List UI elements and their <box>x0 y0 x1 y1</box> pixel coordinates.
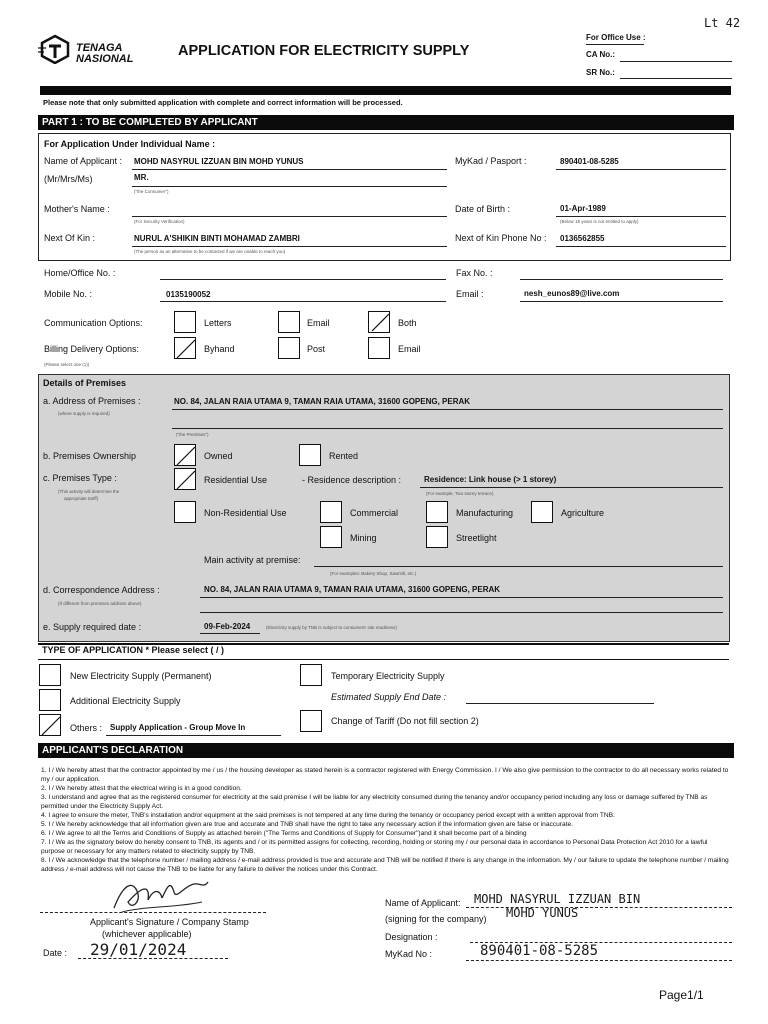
sig-name-label: Name of Applicant: <box>385 898 461 908</box>
correspondence-label: d. Correspondence Address : <box>43 585 160 595</box>
signature-sub: (whichever applicable) <box>102 929 192 939</box>
form-title: APPLICATION FOR ELECTRICITY SUPPLY <box>178 43 470 59</box>
non-residential-label: Non-Residential Use <box>204 508 287 518</box>
checkmark-icon <box>175 445 197 467</box>
type-label: c. Premises Type : <box>43 473 117 483</box>
residential-checkbox[interactable] <box>174 468 196 490</box>
consumer-note: ("the Consumer") <box>134 189 169 194</box>
home-office-field[interactable] <box>160 279 446 280</box>
email-label: Email : <box>456 289 484 299</box>
next-of-kin-value[interactable]: NURUL A'SHIKIN BINTI MOHAMAD ZAMBRI <box>134 234 300 243</box>
page-label: Page1/1 <box>659 988 704 1002</box>
communication-label: Communication Options: <box>44 318 143 328</box>
comm-email-checkbox[interactable] <box>278 311 300 333</box>
comm-letters-label: Letters <box>204 318 232 328</box>
main-activity-label: Main activity at premise: <box>204 555 301 565</box>
main-activity-field[interactable] <box>314 566 723 567</box>
fax-field[interactable] <box>520 279 723 280</box>
comm-letters-checkbox[interactable] <box>174 311 196 333</box>
temp-supply-label: Temporary Electricity Supply <box>331 671 445 681</box>
mykad-label: MyKad / Pasport : <box>455 156 527 166</box>
non-residential-checkbox[interactable] <box>174 501 196 523</box>
notice-text: Please note that only submitted application with complete and correct information will be processed. <box>43 98 403 107</box>
rented-label: Rented <box>329 451 359 461</box>
date-value[interactable]: 29/01/2024 <box>90 940 187 959</box>
agriculture-checkbox[interactable] <box>531 501 553 523</box>
email-value[interactable]: nesh_eunos89@live.com <box>524 289 620 298</box>
mykad-value[interactable]: 890401-08-5285 <box>560 157 619 166</box>
ca-no-label: CA No.: <box>586 50 616 59</box>
fax-label: Fax No. : <box>456 268 493 278</box>
date-label: Date : <box>43 948 68 958</box>
declaration-item-2: 2. I / We hereby attest that the electrical wiring is in a good condition. <box>41 785 242 792</box>
streetlight-label: Streetlight <box>456 533 497 543</box>
est-end-label: Estimated Supply End Date : <box>331 692 447 702</box>
logo-line1: TENAGA <box>76 42 123 54</box>
kin-phone-label: Next of Kin Phone No : <box>455 233 547 243</box>
declaration-header: APPLICANT'S DECLARATION <box>38 743 734 758</box>
address-value[interactable]: NO. 84, JALAN RAIA UTAMA 9, TAMAN RAIA UTAMA, 31600 GOPENG, PERAK <box>174 397 471 406</box>
kin-note: (The person as an alternative to be contacted if we are unable to reach you) <box>134 249 286 254</box>
agriculture-label: Agriculture <box>561 508 605 518</box>
supply-date-value[interactable]: 09-Feb-2024 <box>204 622 251 631</box>
applicant-name-value[interactable]: MOHD NASYRUL IZZUAN BIN MOHD YUNUS <box>134 157 304 166</box>
comm-both-checkbox[interactable] <box>368 311 390 333</box>
handwritten-ref: Lt 42 <box>704 16 741 30</box>
sig-mykad-value[interactable]: 890401-08-5285 <box>480 943 599 959</box>
kin-phone-value[interactable]: 0136562855 <box>560 234 605 243</box>
residential-label: Residential Use <box>204 475 268 485</box>
part1-header: PART 1 : TO BE COMPLETED BY APPLICANT <box>38 115 734 130</box>
premises-note: ("the Premises") <box>176 432 209 437</box>
billing-email-checkbox[interactable] <box>368 337 390 359</box>
type-note-2: appropriate tariff) <box>64 496 99 501</box>
billing-post-label: Post <box>307 344 326 354</box>
comm-email-label: Email <box>307 318 330 328</box>
new-supply-checkbox[interactable] <box>39 664 61 686</box>
additional-supply-checkbox[interactable] <box>39 689 61 711</box>
declaration-item-4: 4. I agree to ensure the meter, TNB's installation and/or equipment at the said premises is not tempered at any time during the tenancy or occupancy period except with a written approval from TNB. <box>41 812 615 819</box>
manufacturing-label: Manufacturing <box>456 508 514 518</box>
signature-label: Applicant's Signature / Company Stamp <box>90 917 249 927</box>
additional-supply-label: Additional Electricity Supply <box>70 696 181 706</box>
commercial-checkbox[interactable] <box>320 501 342 523</box>
declaration-item-5: 5. I / We hereby acknowledge that all information given are true and accurate and TNB shall have the right to take any necessary action if the information given are false or inaccurate. <box>41 821 573 828</box>
others-label: Others : <box>70 723 103 733</box>
dob-value[interactable]: 01-Apr-1989 <box>560 204 606 213</box>
ownership-label: b. Premises Ownership <box>43 451 137 461</box>
billing-byhand-label: Byhand <box>204 344 235 354</box>
application-type-header: TYPE OF APPLICATION * Please select ( / ) <box>42 645 225 655</box>
mining-label: Mining <box>350 533 377 543</box>
commercial-label: Commercial <box>350 508 399 518</box>
sig-name-value-2[interactable]: MOHD YUNUS <box>506 906 579 920</box>
type-note-1: (This activity will determine the <box>58 489 120 494</box>
res-desc-label: - Residence description : <box>302 475 402 485</box>
company-label: (signing for the company) <box>385 914 487 924</box>
title-value[interactable]: MR. <box>134 173 149 182</box>
mother-name-label: Mother's Name : <box>44 204 110 214</box>
sig-name-value-1[interactable]: MOHD NASYRUL IZZUAN BIN <box>474 892 641 906</box>
billing-label: Billing Delivery Options: <box>44 344 140 354</box>
top-rule <box>40 86 731 95</box>
manufacturing-checkbox[interactable] <box>426 501 448 523</box>
address-label: a. Address of Premises : <box>43 396 141 406</box>
owned-label: Owned <box>204 451 233 461</box>
billing-byhand-checkbox[interactable] <box>174 337 196 359</box>
mobile-value[interactable]: 0135190052 <box>166 290 211 299</box>
dob-label: Date of Birth : <box>455 204 511 214</box>
billing-post-checkbox[interactable] <box>278 337 300 359</box>
office-use-title: For Office Use : <box>586 33 646 42</box>
est-end-field[interactable] <box>466 703 654 704</box>
applicant-name-label: Name of Applicant : <box>44 156 123 166</box>
others-checkbox[interactable] <box>39 714 61 736</box>
owned-checkbox[interactable] <box>174 444 196 466</box>
dob-note: (Below 18 years is not entitled to apply) <box>560 219 639 224</box>
res-desc-value[interactable]: Residence: Link house (> 1 storey) <box>424 475 557 484</box>
ca-no-field[interactable] <box>620 61 732 62</box>
checkmark-icon <box>40 715 62 737</box>
declaration-item-8: 8. I / We acknowledge that the telephone number / mailing address / e-mail address provided is true and accurate and TNB will be notified if there is any change in the information. My / our failure to update the telephone number / mailing address / e-mail address will not cause the TNB to be liable for any failure to deliver the notices under this Contract. <box>41 857 729 873</box>
supply-date-label: e. Supply required date : <box>43 622 142 632</box>
others-value[interactable]: Supply Application - Group Move In <box>110 723 246 732</box>
designation-label: Designation : <box>385 932 438 942</box>
individual-subheader: For Application Under Individual Name : <box>44 139 216 149</box>
sr-no-label: SR No.: <box>586 68 615 77</box>
billing-email-label: Email <box>398 344 421 354</box>
sr-no-field[interactable] <box>620 78 732 79</box>
security-note: (For Security Verification) <box>134 219 185 224</box>
next-of-kin-label: Next Of Kin : <box>44 233 96 243</box>
checkmark-icon <box>175 469 197 491</box>
correspondence-note: (If different from premises address above) <box>58 601 142 606</box>
home-office-label: Home/Office No. : <box>44 268 116 278</box>
billing-note: (Please select one (1)) <box>44 362 90 367</box>
mobile-label: Mobile No. : <box>44 289 93 299</box>
checkmark-icon <box>175 338 197 360</box>
streetlight-checkbox[interactable] <box>426 526 448 548</box>
new-supply-label: New Electricity Supply (Permanent) <box>70 671 212 681</box>
declaration-item-6: 6. I / We agree to all the Terms and Conditions of Supply as attached herein ("The Terms and Conditions of Supply for Consumer")and it shall become part of a binding <box>41 830 527 837</box>
premises-header: Details of Premises <box>43 378 127 388</box>
sig-mykad-label: MyKad No : <box>385 949 433 959</box>
res-desc-note: (For example, Two storey terrace) <box>426 491 494 496</box>
comm-both-label: Both <box>398 318 417 328</box>
correspondence-value[interactable]: NO. 84, JALAN RAIA UTAMA 9, TAMAN RAIA UTAMA, 31600 GOPENG, PERAK <box>204 585 501 594</box>
address-note: (where supply is required) <box>58 411 110 416</box>
main-activity-note: (For examples: Bakery Shop, Sawmill, etc.) <box>330 571 417 576</box>
supply-date-note: (Electricity supply by TNB is subject to consumers' site readiness) <box>266 625 397 630</box>
declaration-item-7: 7. I / We as the signatory below do hereby consent to TNB, its agents and / or its permitted assigns for collecting, recording, holding or storing my / our personal data in accordance to Personal Data Protection Act 2010 for a lawful purpose or necessary for any matters related to electricity supply by TNB. <box>41 839 708 855</box>
logo-line2: NASIONAL <box>76 53 134 65</box>
change-tariff-checkbox[interactable] <box>300 710 322 732</box>
change-tariff-label: Change of Tariff (Do not fill section 2) <box>331 716 479 726</box>
title-label: (Mr/Mrs/Ms) <box>44 174 93 184</box>
temp-supply-checkbox[interactable] <box>300 664 322 686</box>
checkmark-icon <box>369 312 391 334</box>
mining-checkbox[interactable] <box>320 526 342 548</box>
declaration-item-1: 1. I / We hereby attest that the contractor appointed by me / us / the housing developer as stated herein is a contractor registered with Energy Commission. I / We also give permission to the contractor to do all necessary works related to my / our application. <box>41 767 729 783</box>
tnb-logo-icon <box>38 34 72 64</box>
tnb-logo <box>30 32 150 68</box>
declaration-item-3: 3. I understand and agree that as the registered consumer for electricity at the said premise I will be liable for any electricity consumed during the tenancy and/or occupancy period including any loss or damage suffered by TNB as permitted under the Electricity Supply Act. <box>41 794 708 810</box>
rented-checkbox[interactable] <box>299 444 321 466</box>
